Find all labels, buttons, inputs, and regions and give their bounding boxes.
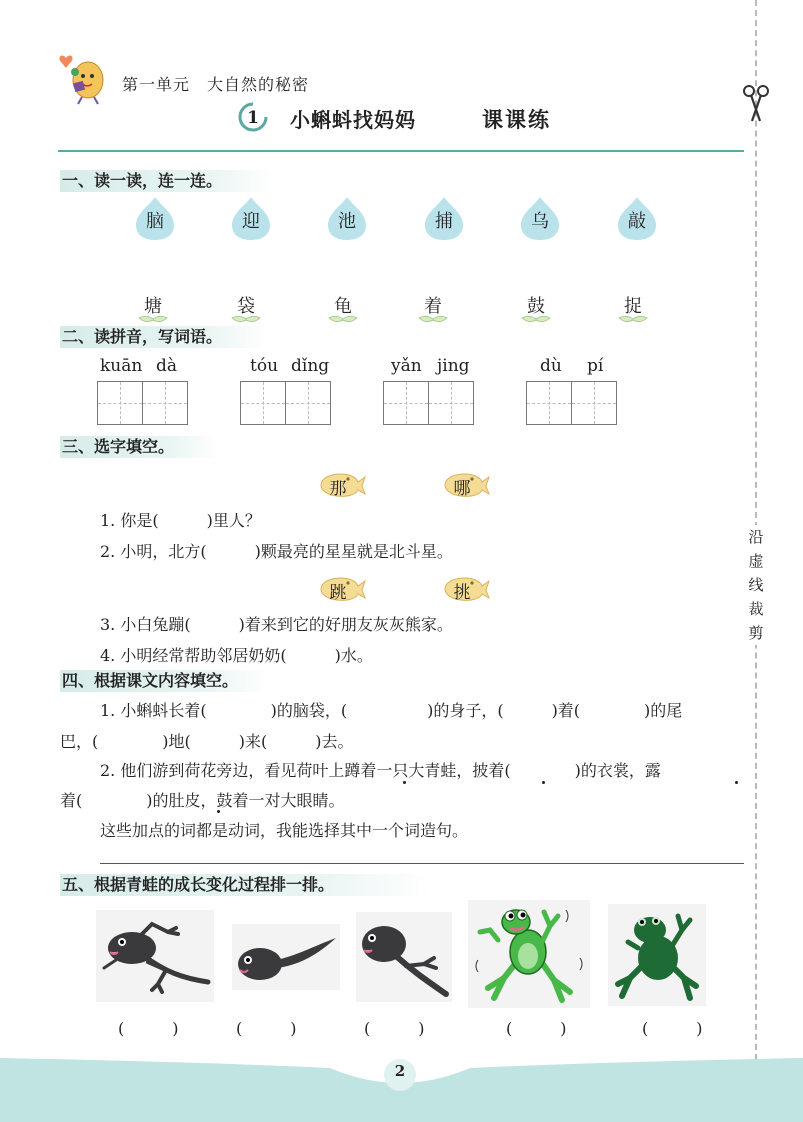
writing-grid-box[interactable]: [383, 381, 429, 425]
passage-line: 着( )的肚皮，鼓着一对大眼睛。: [60, 791, 345, 810]
section-3-title: 三、选字填空。: [60, 436, 218, 458]
word-char: 着: [424, 296, 442, 317]
cut-hint: 沿 虚 线 裁 剪: [746, 525, 766, 645]
choice-chick-4: [440, 570, 490, 608]
passage-line: 2. 他们游到荷花旁边，看见荷叶上蹲着一只大青蛙，披着( )的衣裳，露: [100, 761, 661, 780]
pinyin: kuān: [100, 356, 143, 376]
word-drop[interactable]: [616, 195, 658, 241]
choice-chick-1: [316, 466, 366, 504]
leaf-icon: [617, 314, 649, 324]
writing-grid-box[interactable]: [97, 381, 143, 425]
word-char: 脑: [146, 211, 164, 232]
word-drop[interactable]: [519, 195, 561, 241]
header-divider: [58, 150, 744, 152]
emphasis-dot: [542, 781, 545, 784]
order-blank[interactable]: ( ): [364, 1019, 425, 1038]
pinyin: yǎn: [391, 356, 422, 376]
lesson-title: 小蝌蚪找妈妈: [290, 108, 416, 132]
word-leaf[interactable]: [516, 292, 556, 332]
lesson-number: 1: [247, 108, 259, 128]
tadpole-with-legs-image: [356, 912, 452, 1002]
word-char: 袋: [237, 296, 255, 317]
choice-chick-2: [440, 466, 490, 504]
fill-question-3: 3. 小白兔蹦( )着来到它的好朋友灰灰熊家。: [100, 615, 453, 634]
page-number: 2: [394, 1062, 406, 1080]
order-blank[interactable]: ( ): [642, 1019, 703, 1038]
pinyin: pí: [587, 356, 604, 376]
scissors-icon: [741, 85, 771, 123]
word-drop[interactable]: [423, 195, 465, 241]
writing-grid-box[interactable]: [240, 381, 286, 425]
green-frog-jumping-image: [468, 900, 590, 1008]
unit-title: 第一单元 大自然的秘密: [122, 75, 310, 94]
leaf-icon: [520, 314, 552, 324]
section-1-title: 一、读一读，连一连。: [60, 170, 273, 192]
order-blank[interactable]: ( ): [506, 1019, 567, 1038]
leaf-icon: [137, 314, 169, 324]
practice-label: 课课练: [482, 108, 551, 132]
writing-grid-box[interactable]: [285, 381, 331, 425]
pinyin: jing: [437, 356, 470, 376]
egg-mascot-icon: [56, 50, 112, 106]
word-drop[interactable]: [134, 195, 176, 241]
word-leaf[interactable]: [323, 292, 363, 332]
adult-frog-image: [608, 904, 706, 1006]
order-blank[interactable]: ( ): [236, 1019, 297, 1038]
section-2-title: 二、读拼音，写词语。: [60, 326, 268, 348]
emphasis-dot: [403, 781, 406, 784]
passage-line: 这些加点的词都是动词，我能选择其中一个词造句。: [100, 821, 469, 840]
passage-line: 1. 小蝌蚪长着( )的脑袋，( )的身子，( )着( )的尾: [100, 701, 683, 720]
lesson-number-badge: [238, 102, 268, 132]
word-char: 迎: [242, 211, 260, 232]
writing-grid-box[interactable]: [142, 381, 188, 425]
choice-chick-3: [316, 570, 366, 608]
word-char: 敲: [628, 211, 646, 232]
section-5-title: 五、根据青蛙的成长变化过程排一排。: [60, 874, 430, 896]
choice-char: 哪: [453, 479, 471, 499]
order-blank[interactable]: ( ): [118, 1019, 179, 1038]
leaf-icon: [327, 314, 359, 324]
choice-char: 跳: [329, 583, 347, 603]
passage-line: 巴，( )地( )来( )去。: [60, 732, 354, 751]
leaf-icon: [230, 314, 262, 324]
section-4-title: 四、根据课文内容填空。: [60, 670, 268, 692]
word-char: 鼓: [527, 296, 545, 317]
answer-writing-line[interactable]: [100, 863, 744, 864]
pinyin: dǐng: [291, 356, 330, 376]
choice-char: 那: [329, 479, 347, 499]
word-char: 池: [338, 211, 356, 232]
writing-grid-box[interactable]: [526, 381, 572, 425]
word-char: 捉: [624, 296, 642, 317]
word-leaf[interactable]: [613, 292, 653, 332]
tadpole-image: [232, 924, 340, 990]
writing-grid-box[interactable]: [571, 381, 617, 425]
word-char: 捕: [435, 211, 453, 232]
fill-question-4: 4. 小明经常帮助邻居奶奶( )水。: [100, 646, 373, 665]
word-drop[interactable]: [326, 195, 368, 241]
pinyin: tóu: [250, 356, 279, 376]
writing-grid-box[interactable]: [428, 381, 474, 425]
froglet-with-tail-image: [96, 910, 214, 1002]
emphasis-dot: [217, 810, 220, 813]
word-drop[interactable]: [230, 195, 272, 241]
word-char: 龟: [334, 296, 352, 317]
emphasis-dot: [735, 781, 738, 784]
word-char: 乌: [531, 211, 549, 232]
pinyin: dà: [156, 356, 178, 376]
fill-question-1: 1. 你是( )里人？: [100, 511, 261, 530]
leaf-icon: [417, 314, 449, 324]
word-char: 塘: [144, 296, 162, 317]
word-leaf[interactable]: [413, 292, 453, 332]
fill-question-2: 2. 小明，北方( )颗最亮的星星就是北斗星。: [100, 542, 453, 561]
pinyin: dù: [540, 356, 562, 376]
choice-char: 挑: [453, 583, 471, 603]
